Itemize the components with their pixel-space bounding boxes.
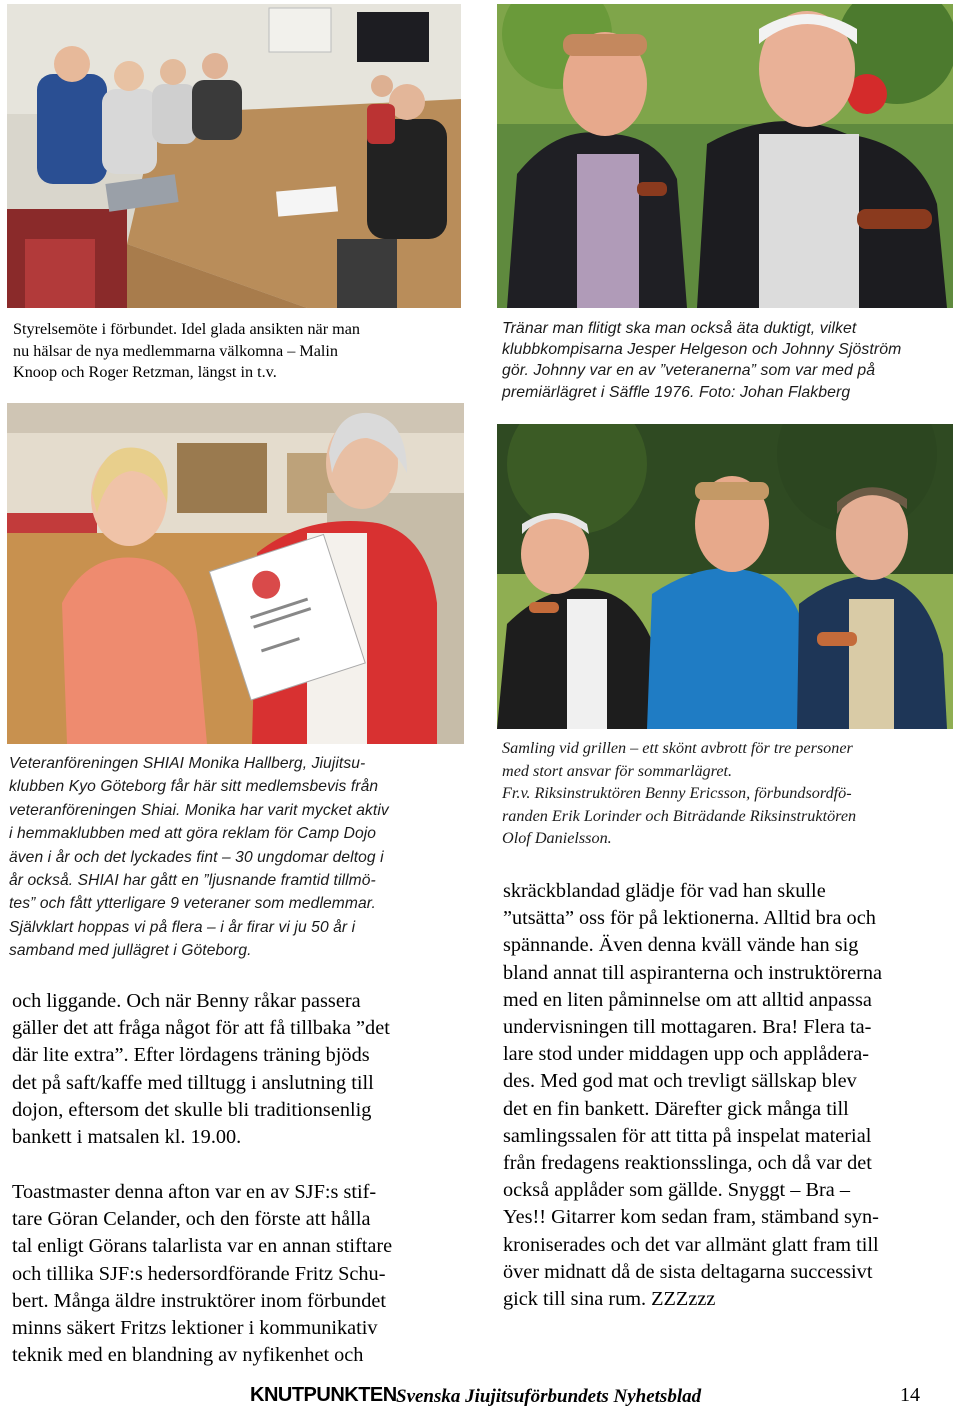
body-right-paragraph: skräckblandad glädje för vad han skulle ”utsätta” oss för på lektionerna. Alltid bra och spännande. Även denna kväll vände han sig bland annat till aspiranterna och instruktörerna med en liten påminnelse om att alltid anpassa undervisningen till mottagaren. Bra! Flera ta- lare stod under middagen upp och applådera- des. Med god mat och trevligt sällskap blev det en fin bankett. Därefter gick många till samlingssalen för att titta på inspelat material från fredagens reaktionsslinga, och då var det också applåder som gällde. Snyggt – Bra – Yes!! Gitarrer kom sedan fram, stämband syn- kroniserades och det var allmänt glatt fram till över midnatt då de sista deltagarna successivt gick till sina rum. ZZZzzz [503, 880, 883, 1311]
body-left-paragraph-1: och liggande. Och när Benny råkar passera gäller det att fråga något för att få tillbaka ”det där lite extra”. Efter lördagens träning bjöds det på saft/kaffe med tilltugg i anslutning till dojon, eftersom det skulle bli traditionsenlig bankett i matsalen kl. 19.00. [12, 990, 390, 1149]
page-footer [250, 1384, 950, 1414]
caption-grill-trio: Samling vid grillen – ett skönt avbrott för tre personer med stort ansvar för sommarlägret. Fr.v. Riksinstruktören Benny Ericsson, förbundsordfö- randen Erik Lorinder och Biträdande Riksinstruktören Olof Danielsson. [502, 739, 857, 848]
photo-credit: Foto: Johan Flakberg [698, 383, 851, 401]
caption-grill-pair-text: Tränar man flitigt ska man också äta duktigt, vilket klubbkompisarna Jesper Helgeson och Johnny Sjöström gör. Johnny var en av ”veteranerna” som var med på premiärlägret i Säffle 1976. [502, 320, 902, 401]
caption-grill-pair [502, 318, 957, 403]
photo-board-meeting [7, 4, 461, 308]
caption-board-meeting: Styrelsemöte i förbundet. Idel glada ansikten när man nu hälsar de nya medlemmarna välkomna – Malin Knoop och Roger Retzman, längst in t.v. [13, 320, 361, 381]
newsletter-subtitle: Svenska Jiujitsuförbundets Nyhetsblad [396, 1386, 702, 1407]
photo-diploma-handover [7, 403, 464, 744]
caption-diploma-handover: Veteranföreningen SHIAI Monika Hallberg, Jiujitsu- klubben Kyo Göteborg får här sitt medlemsbevis från veteranföreningen Shiai. Monika har varit mycket aktiv i hemmaklubben med att göra reklam för Camp Dojo även i år och det lyckades fint – 30 ungdomar deltog i år också. SHIAI har gått en ”ljusnande framtid tillmö- tes” och fått ytterligare 9 veteraner som medlemmar. Självklart hoppas vi på flera – i år firar vi ju 50 år i samband med jullägret i Göteborg. [9, 755, 389, 960]
newsletter-brand: KNUTPUNKTEN [250, 1384, 397, 1406]
body-left-paragraph-2: Toastmaster denna afton var en av SJF:s stif- tare Göran Celander, och den förste att hålla tal enligt Görans talarlista var en annan stiftare och tillika SJF:s hedersordförande Fritz Schu- bert. Många äldre instruktörer inom förbundet minns säkert Fritzs lektioner i kommunikativ teknik med en blandning av nyfikenhet och [12, 1181, 393, 1367]
photo-grill-trio [497, 424, 953, 729]
photo-grill-pair [497, 4, 953, 308]
page-number: 14 [900, 1384, 920, 1406]
